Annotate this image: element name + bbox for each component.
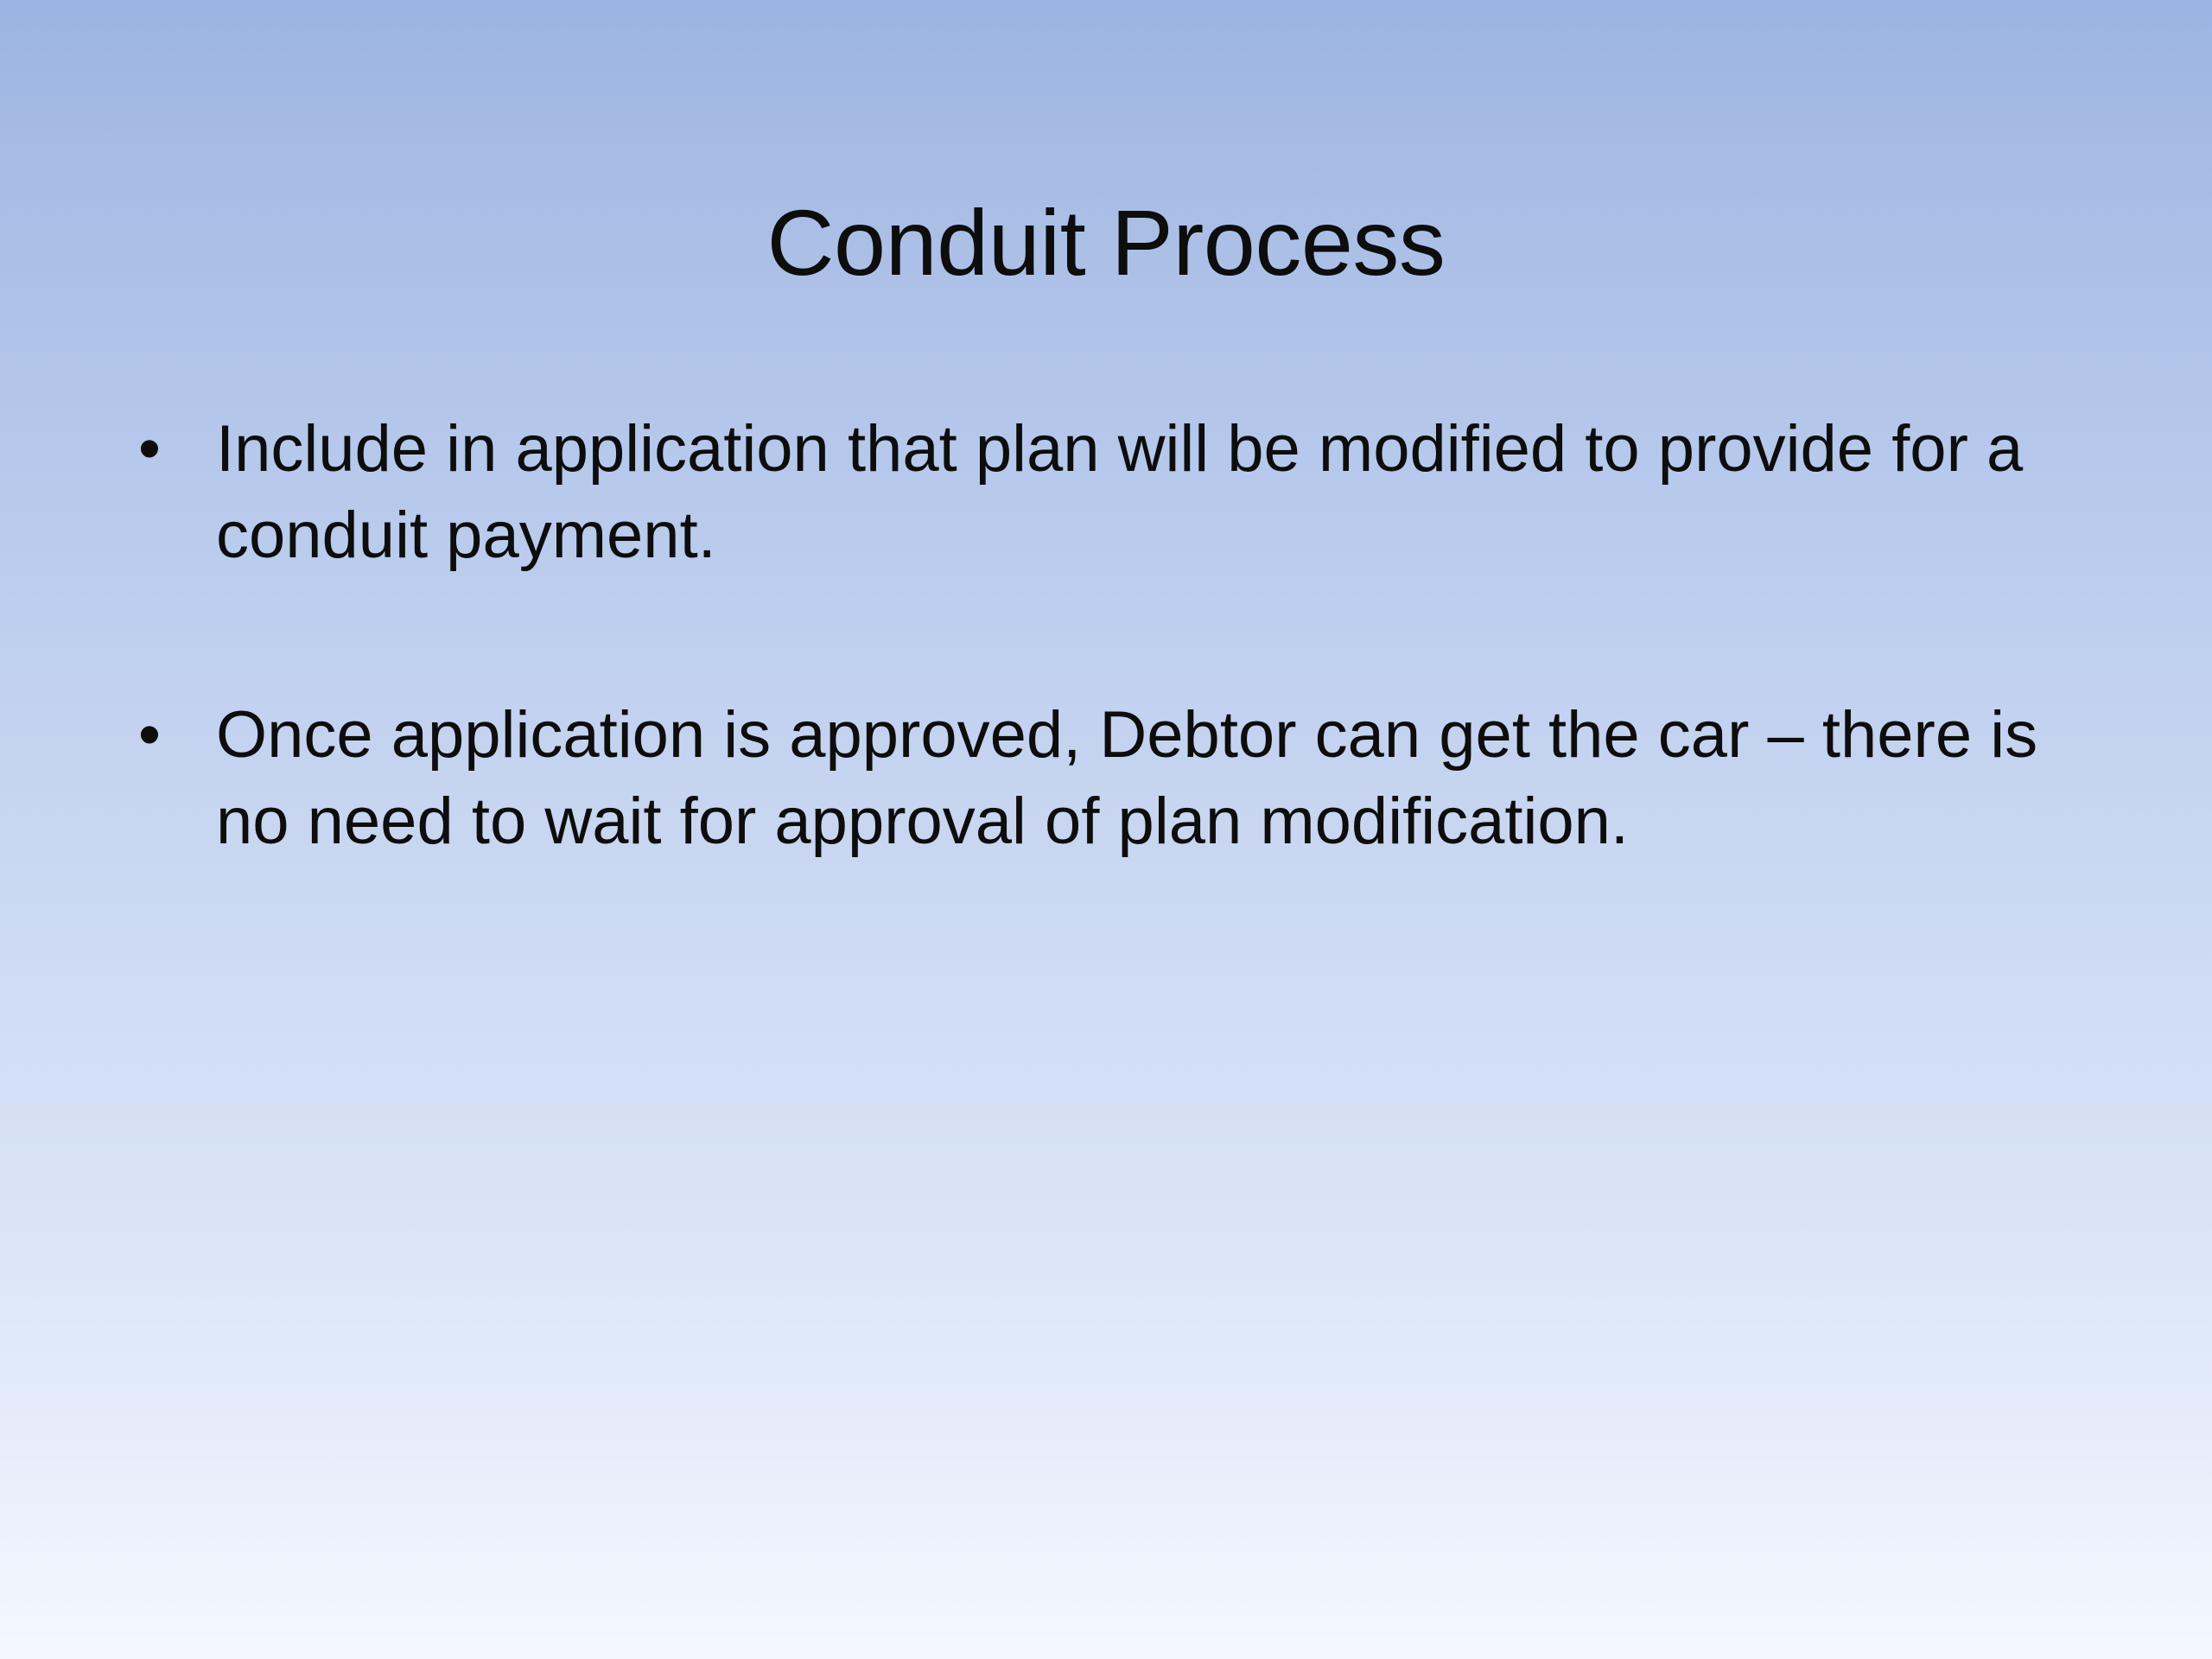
list-item (130, 692, 2117, 866)
bullet-icon: • (138, 697, 161, 770)
list-item-text: Include in application that plan will be modified to provide for a conduit payment. (216, 412, 2024, 573)
bullet-icon: • (138, 412, 161, 484)
page-title: Conduit Process (766, 190, 1446, 296)
list-item (130, 406, 2117, 580)
bullet-list (130, 406, 2117, 865)
list-item-text: Once application is approved, Debtor can get the car – there is no need to wait for approval of plan modification. (216, 697, 2038, 858)
